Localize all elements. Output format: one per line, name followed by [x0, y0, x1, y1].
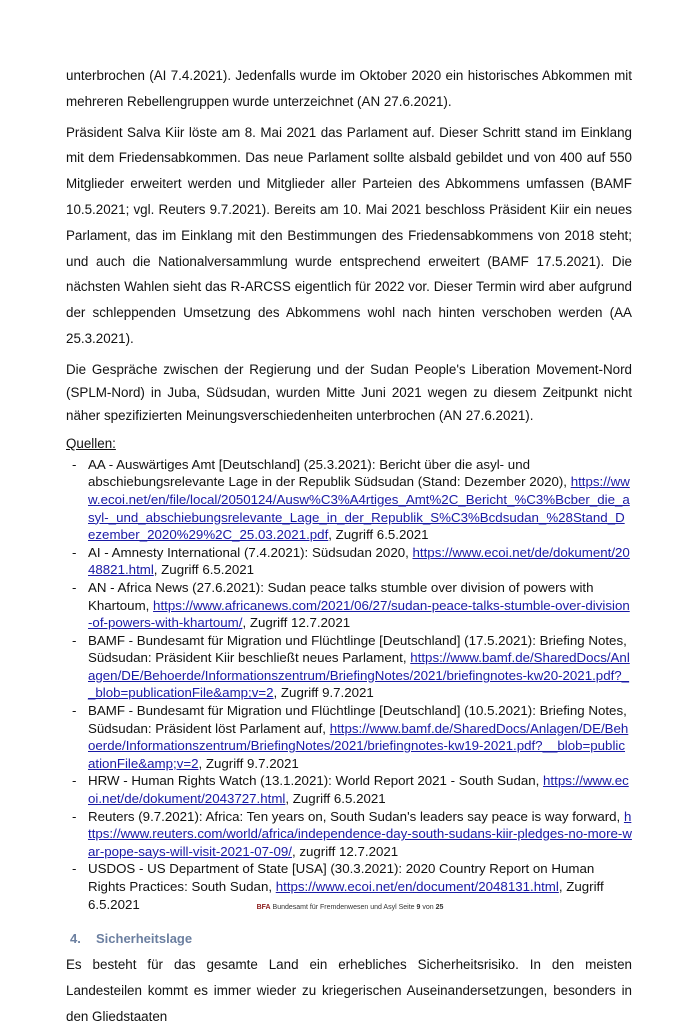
source-link[interactable]: https://www.ecoi.net/en/document/2048131.html: [275, 879, 559, 895]
source-access: , Zugriff 6.5.2021: [88, 879, 604, 912]
list-dash: -: [72, 632, 77, 648]
source-link[interactable]: https://www.bamf.de/SharedDocs/Anlagen/DE/Behoerde/Informationszentrum/BriefingNotes/2021/briefingnotes-kw20-2021.pdf?__blob=publicationFile&amp;v=2: [88, 650, 630, 701]
page-number: 9: [416, 904, 421, 911]
sources-list: [66, 456, 632, 913]
source-access: , Zugriff 9.7.2021: [198, 755, 299, 771]
source-item: [66, 456, 632, 544]
section-title: Sicherheitslage: [96, 931, 193, 947]
list-dash: -: [72, 773, 77, 789]
source-link[interactable]: https://www.ecoi.net/en/file/local/2050124/Ausw%C3%A4rtiges_Amt%2C_Bericht_%C3%Bcber_die_asyl-_und_abschiebungsrelevante_Lage_in_der_Republik_S%C3%Bcdsudan_%28Stand_Dezember_2020%29%2C_25.03.2021.pdf: [88, 474, 630, 543]
list-dash: -: [72, 456, 77, 472]
page-footer: [0, 904, 700, 911]
source-text: AN - Africa News (27.6.2021): Sudan peace talks stumble over division of powers with Khartoum,: [88, 579, 594, 613]
source-item: [66, 632, 632, 702]
list-dash: -: [72, 579, 77, 595]
source-link[interactable]: https://www.ecoi.net/de/dokument/2043727.html: [88, 773, 629, 807]
document-page: [66, 63, 632, 1030]
source-access: , zugriff 12.7.2021: [291, 843, 399, 859]
sources-heading: Quellen:: [66, 435, 116, 451]
bfa-logo: BFA: [256, 904, 271, 911]
footer-of: von: [420, 904, 436, 911]
section-number: 4.: [70, 931, 81, 947]
section-heading: [70, 931, 632, 946]
paragraph: Präsident Salva Kiir löste am 8. Mai 2021 das Parlament auf. Dieser Schritt stand im Einklang mit dem Friedensabkommen. Das neue Parlament sollte alsbald gebildet und von 400 auf 550 Mitglieder erweitert werden und Mitglieder aller Parteien des Abkommens umfassen (BAMF 10.5.2021; vgl. Reuters 9.7.2021). Bereits am 10. Mai 2021 beschloss Präsident Kiir ein neues Parlament, das im Einklang mit den Bestimmungen des Friedensabkommens von 2018 steht; und auch die Nationalversammlung wurde entsprechend erweitert (BAMF 17.5.2021). Die nächsten Wahlen sieht das R-ARCSS eigentlich für 2022 vor. Dieser Termin wird aber aufgrund der schleppenden Umsetzung des Abkommens wohl nach hinten verschoben werden (AA 25.3.2021).: [66, 124, 632, 346]
source-link[interactable]: https://www.africanews.com/2021/06/27/sudan-peace-talks-stumble-over-division-of-powers-with-khartoum/: [88, 597, 630, 631]
source-item: [66, 579, 632, 632]
list-dash: -: [72, 808, 77, 824]
source-link[interactable]: https://www.ecoi.net/de/dokument/2048821.html: [88, 544, 630, 578]
source-access: , Zugriff 12.7.2021: [242, 615, 351, 631]
source-text: AA - Auswärtiges Amt [Deutschland] (25.3.2021): Bericht über die asyl- und abschiebungsrelevante Lage in der Republik Südsudan (Stand: Dezember 2020),: [88, 456, 571, 490]
list-dash: -: [72, 861, 77, 877]
source-access: , Zugriff 6.5.2021: [153, 562, 255, 578]
source-text: USDOS - US Department of State [USA] (30.3.2021): 2020 Country Report on Human Rights Practices: South Sudan,: [88, 861, 595, 895]
paragraph: unterbrochen (AI 7.4.2021). Jedenfalls wurde im Oktober 2020 ein historisches Abkommen mit mehreren Rebellengruppen wurde unterzeichnet (AN 27.6.2021).: [66, 68, 632, 109]
source-access: , Zugriff 6.5.2021: [328, 527, 429, 543]
paragraph: Es besteht für das gesamte Land ein erhebliches Sicherheitsrisiko. In den meisten Landesteilen kommt es immer wieder zu kriegerischen Auseinandersetzungen, besonders in den Gliedstaaten: [66, 957, 632, 1024]
list-dash: -: [72, 703, 77, 719]
source-item: [66, 544, 632, 579]
source-link[interactable]: https://www.reuters.com/world/africa/independence-day-south-sudans-kiir-pledges-no-more-war-pope-says-will-visit-2021-07-09/: [88, 808, 632, 859]
source-text: HRW - Human Rights Watch (13.1.2021): World Report 2021 - South Sudan,: [88, 773, 544, 789]
source-text: BAMF - Bundesamt für Migration und Flüchtlinge [Deutschland] (17.5.2021): Briefing Notes, Südsudan: Präsident Kiir beschließt neues Parlament,: [88, 632, 627, 666]
footer-org: Bundesamt für Fremdenwesen und Asyl Seite: [270, 904, 417, 911]
page-total: 25: [435, 904, 444, 911]
source-access: , Zugriff 6.5.2021: [285, 791, 386, 807]
source-item: [66, 808, 632, 861]
source-link[interactable]: https://www.bamf.de/SharedDocs/Anlagen/DE/Behoerde/Informationszentrum/BriefingNotes/2021/briefingnotes-kw19-2021.pdf?__blob=publicationFile&amp;v=2: [88, 720, 629, 771]
paragraph: Die Gespräche zwischen der Regierung und der Sudan People's Liberation Movement-Nord (SPLM-Nord) in Juba, Südsudan, wurden Mitte Juni 2021 wegen zu diesem Zeitpunkt nicht näher spezifizierten Meinungsverschiedenheiten unterbrochen (AN 27.6.2021).: [66, 361, 632, 423]
list-dash: -: [72, 544, 77, 560]
source-access: , Zugriff 9.7.2021: [273, 685, 374, 701]
source-item: [66, 772, 632, 807]
source-text: BAMF - Bundesamt für Migration und Flüchtlinge [Deutschland] (10.5.2021): Briefing Notes, Südsudan: Präsident löst Parlament auf,: [88, 703, 627, 736]
source-text: AI - Amnesty International (7.4.2021): Südsudan 2020,: [88, 544, 413, 560]
source-text: Reuters (9.7.2021): Africa: Ten years on, South Sudan's leaders say peace is way forward,: [88, 808, 624, 824]
source-item: [66, 702, 632, 772]
